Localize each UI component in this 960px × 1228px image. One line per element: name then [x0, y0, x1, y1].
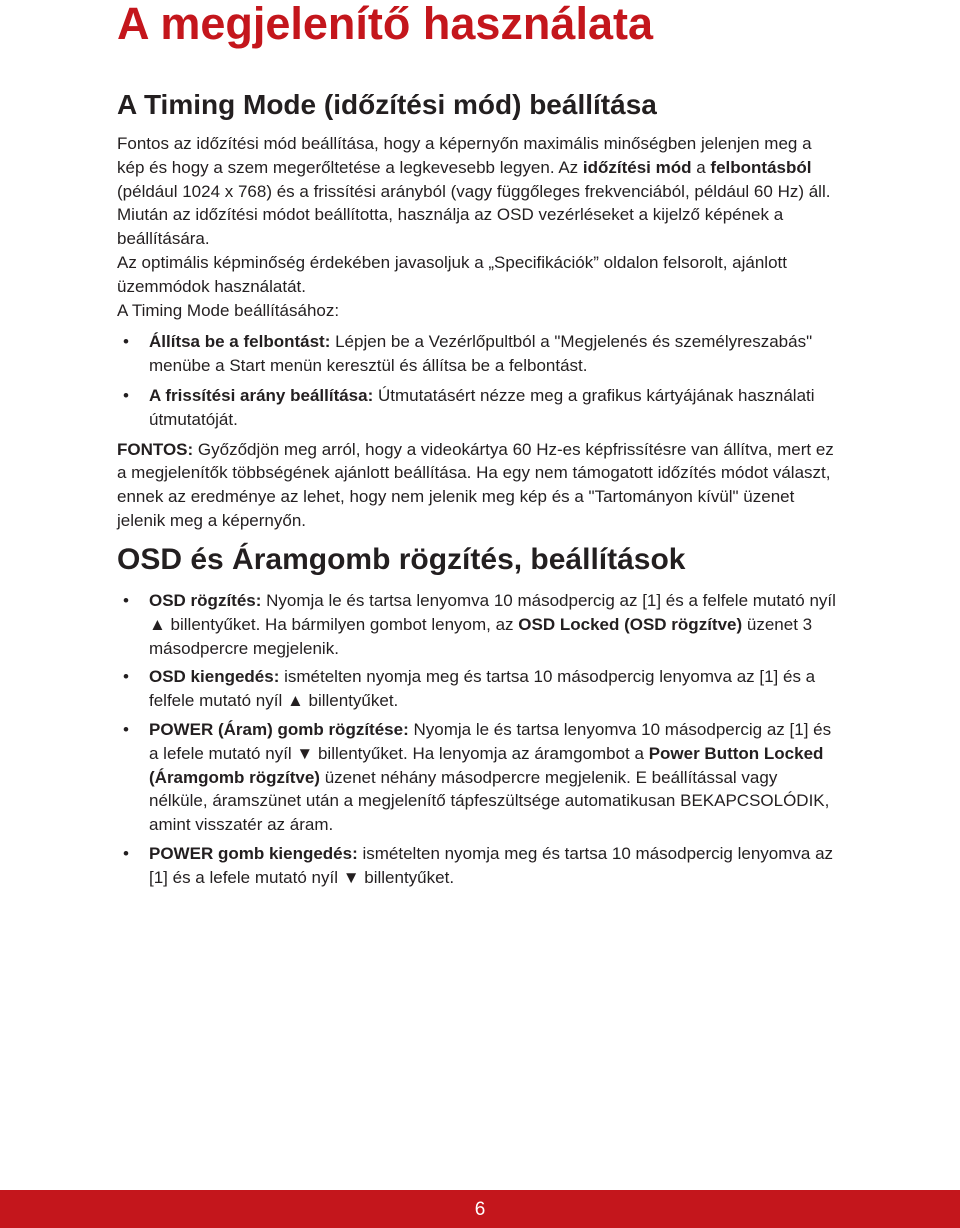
list-item [117, 330, 837, 378]
bullet-text: ismételten nyomja meg és tartsa 10 másodpercig lenyomva az [1] és a lefele mutató nyíl ▼ billentyűket. [149, 843, 834, 887]
osd-bullet-list [117, 589, 837, 890]
page-number: 6 [474, 1199, 486, 1220]
bullet-text: ismételten nyomja meg és tartsa 10 másodpercig lenyomva az [1] és a felfele mutató nyíl ▲ billentyűket. [149, 667, 816, 711]
bullet-label: Állítsa be a felbontást: [149, 332, 331, 352]
timing-mode-heading: A Timing Mode (időzítési mód) beállítása [117, 89, 657, 120]
intro-bold-timing-mode: időzítési mód [582, 157, 692, 177]
osd-lock-heading: OSD és Áramgomb rögzítés, beállítások [117, 543, 686, 576]
intro-bold-resolution: felbontásból [710, 157, 812, 177]
bullet-label: POWER (Áram) gomb rögzítése: [149, 719, 409, 739]
bullet-icon: • [123, 332, 129, 352]
bullet-text: Lépjen be a Vezérlőpultból a "Megjelenés és személyreszabás" menübe a Start menün keresztül és állítsa be a felbontást. [149, 332, 813, 376]
intro-text-1: Fontos az időzítési mód beállítása, hogy a képernyőn maximális minőségben jelenjen meg a kép és hogy a szem megerőltetése a legkevesebb legyen. Az [117, 134, 812, 177]
bullet-text: Nyomja le és tartsa lenyomva 10 másodpercig az [1] és a lefele mutató nyíl ▼ billentyűket. Ha lenyomja az áramgombot a [149, 719, 832, 763]
bullet-label: A frissítési arány beállítása: [149, 385, 374, 405]
optimal-quality-paragraph: Az optimális képminőség érdekében javasoljuk a „Specifikációk” oldalon felsorolt, ajánlott üzemmódok használatát. [117, 252, 787, 296]
osd-lock-section [117, 589, 837, 890]
list-item [117, 589, 837, 660]
bullet-text-2: üzenet 3 másodpercre megjelenik. [149, 614, 813, 658]
bullet-label: POWER gomb kiengedés: [149, 843, 358, 863]
timing-bullet-list [117, 330, 837, 431]
bullet-bold-message: OSD Locked (OSD rögzítve) [518, 614, 743, 634]
list-item [117, 665, 837, 713]
list-item [117, 718, 837, 837]
important-text-2: Ha egy nem támogatott időzítés módot választ, ennek az eredménye az lehet, hogy nem jelenik meg kép és a "Tartományon kívül" üzenet jelenik meg a képernyőn. [117, 463, 831, 530]
bullet-icon: • [123, 667, 129, 687]
bullet-label: OSD kiengedés: [149, 667, 280, 687]
bullet-icon: • [123, 843, 129, 863]
intro-text-2: a [691, 157, 711, 177]
important-text-1: Győződjön meg arról, hogy a videokártya 60 Hz-es képfrissítésre van állítva, mert ez a megjelenítők többségének ajánlott beállítása. [117, 439, 834, 483]
bullet-label: OSD rögzítés: [149, 591, 262, 610]
timing-intro-paragraph [117, 132, 837, 251]
list-item [117, 842, 837, 890]
page-title: A megjelenítő használata [117, 0, 653, 49]
bullet-text: Útmutatásért nézze meg a grafikus kártyájának használati útmutatóját. [149, 385, 815, 429]
bullet-text: Nyomja le és tartsa lenyomva 10 másodpercig az [1] és a felfele mutató nyíl ▲ billentyűket. Ha bármilyen gombot lenyom, az [149, 591, 836, 634]
intro-text-3: (például 1024 x 768) és a frissítési arányból (vagy függőleges frekvenciából, például 60 Hz) áll. Miután az időzítési módot beállította, használja az OSD vezérléseket a kijelző képének a beállítására. [117, 181, 831, 249]
important-label: FONTOS: [117, 439, 194, 459]
bullet-icon: • [123, 385, 129, 405]
timing-mode-section [117, 132, 837, 533]
bullet-text-2: üzenet néhány másodpercre megjelenik. E beállítással vagy nélküle, áramszünet után a megjelenítő tápfeszültsége automatikusan BEKAPCSOLÓDIK, amint visszatér az áram. [149, 767, 830, 835]
bullet-bold-message: Power Button Locked (Áramgomb rögzítve) [149, 743, 824, 787]
bullet-icon: • [123, 591, 129, 610]
bullet-icon: • [123, 719, 129, 739]
list-item [117, 384, 837, 432]
important-note [117, 438, 837, 533]
how-to-paragraph: A Timing Mode beállításához: [117, 300, 340, 320]
